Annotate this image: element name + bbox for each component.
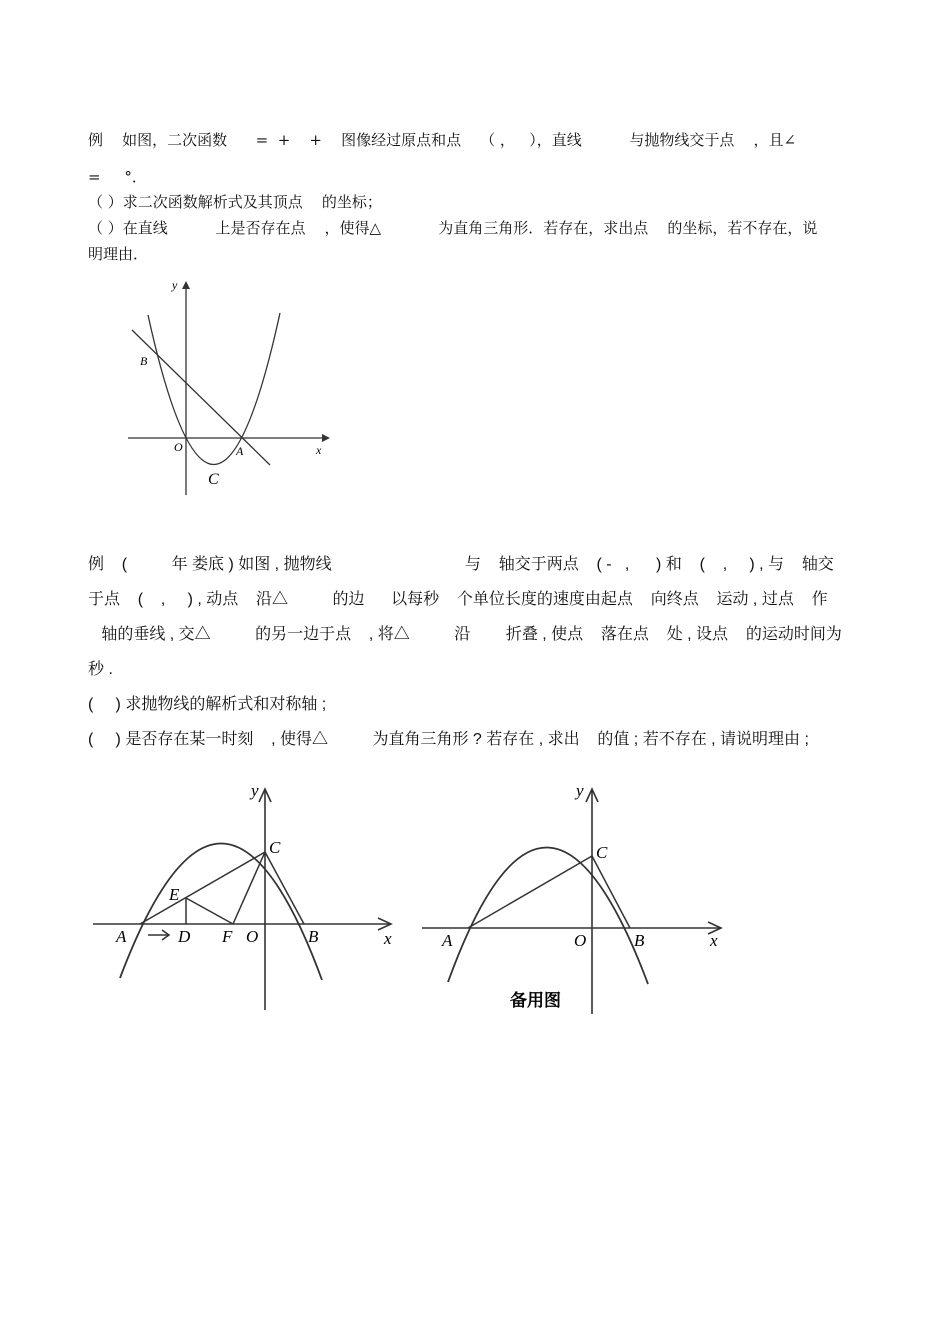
ex1-x-label: x [316,443,322,457]
ex2-figure-left [88,780,408,1020]
ex2r-caption: 备用图 [510,991,561,1011]
ex1-line-5: 明理由． [88,245,149,263]
ex1-point-c: C [208,471,219,488]
ex1-point-o: O [174,440,183,454]
ex1-point-b: B [140,354,148,368]
ex1-line-1: 例 如图，二次函数 = + + 图像经过原点和点 （ ， ），直线 与抛物线交于点 ，且∠ [88,131,797,149]
ex2-question-1: ( ) 求抛物线的解析式和对称轴 ; [88,696,327,713]
ex2r-y-label: y [576,781,584,800]
ex1-line-2: = °． [88,168,147,186]
ex2-question-2: ( ) 是否存在某一时刻 , 使得△ 为直角三角形 ? 若存在 , 求出 的值 ; 若不存在 , 请说明理由 ; [88,731,809,748]
ex2l-point-d: D [178,927,191,946]
ex2-line-1: 例 ( 年 娄底 ) 如图 , 抛物线 与 轴交于两点 ( - , ) 和 ( , ) , 与 轴交 [88,556,834,573]
ex2l-point-b: B [308,927,319,946]
ex1-figure [120,275,340,505]
ex2l-point-c: C [269,838,281,857]
ex2-line-4: 秒 . [88,661,113,678]
ex2r-point-o: O [574,931,587,950]
ex2r-point-a: A [442,931,453,950]
ex2r-point-c: C [596,843,608,862]
ex2-figure-right [418,780,738,1020]
ex1-point-a: A [236,444,244,458]
ex2l-point-o: O [246,927,259,946]
ex2r-point-b: B [634,931,645,950]
ex1-question-1: （ ）求二次函数解析式及其顶点 的坐标； [88,193,382,211]
ex1-question-2: （ ）在直线 上是否存在点 ，使得△ 为直角三角形．若存在，求出点 的坐标，若不存在，说 [88,219,818,237]
ex2r-x-label: x [710,931,718,950]
ex1-y-label: y [172,278,178,292]
ex2-line-3: 轴的垂线 , 交△ 的另一边于点 , 将△ 沿 折叠 , 使点 落在点 处 , 设点 的运动时间为 [88,626,842,643]
ex2l-point-f: F [222,927,233,946]
ex2l-y-label: y [251,781,259,800]
ex2l-point-e: E [169,885,180,904]
ex2-line-2: 于点 ( , ) , 动点 沿△ 的边 以每秒 个单位长度的速度由起点 向终点 运动 , 过点 作 [88,591,828,608]
ex2l-point-a: A [116,927,127,946]
ex2l-x-label: x [384,929,392,948]
